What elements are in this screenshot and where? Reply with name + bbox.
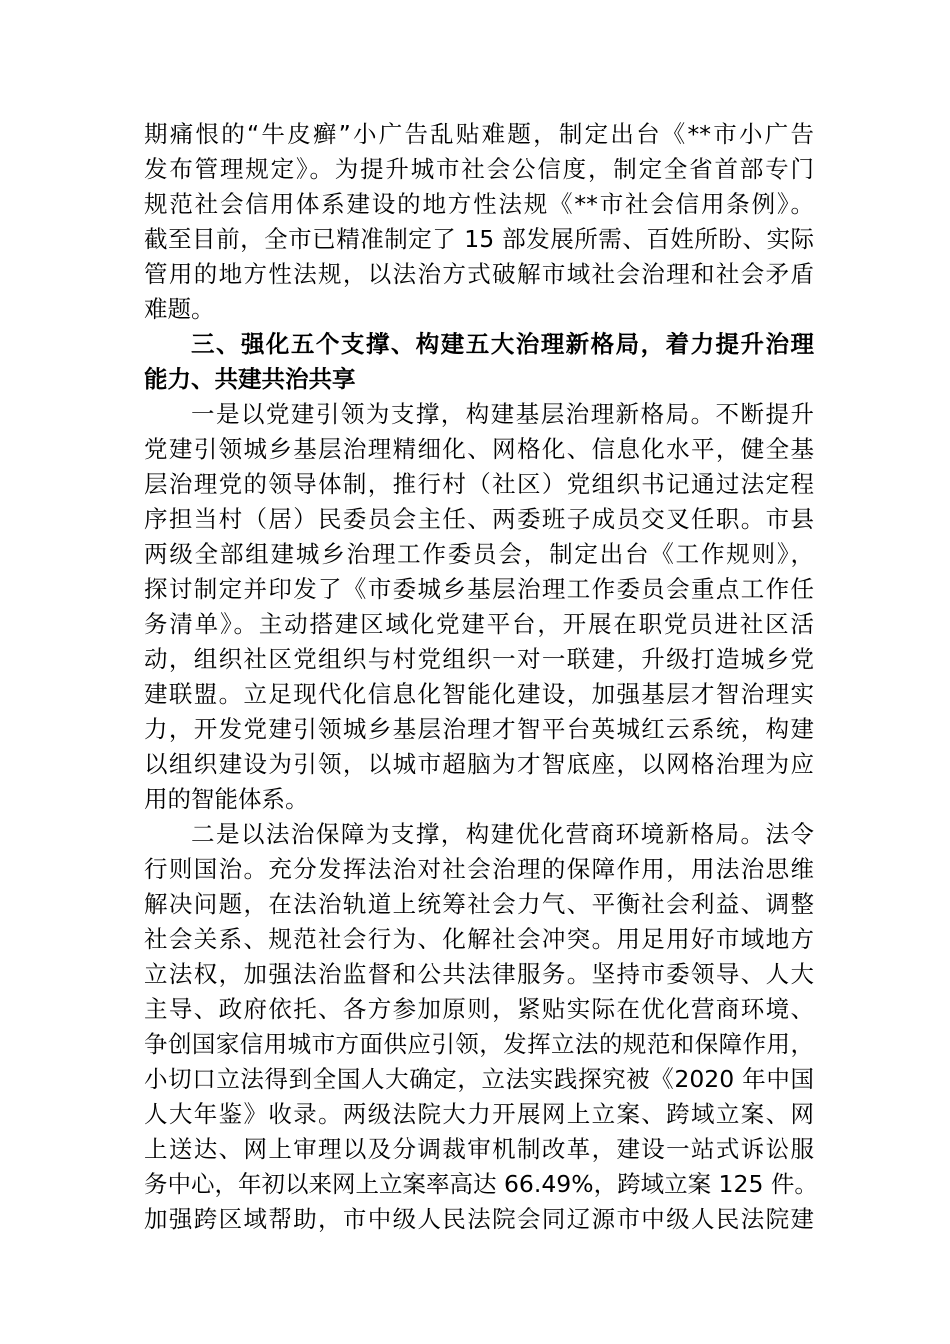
- text-line: 务中心，年初以来网上立案率高达 66.49%，跨域立案 125 件。: [144, 1170, 818, 1198]
- section-heading: [144, 327, 814, 397]
- heading-line: 三、强化五个支撑、构建五大治理新格局，着力提升治理: [191, 330, 814, 358]
- text-line: 一是以党建引领为支撑，构建基层治理新格局。不断提升: [191, 400, 814, 428]
- text-line: 动，组织社区党组织与村党组织一对一联建，升级打造城乡党: [144, 645, 814, 673]
- text-line: 立法权，加强法治监督和公共法律服务。坚持市委领导、人大: [144, 960, 814, 988]
- document-body: [144, 117, 818, 1237]
- text-line: 建联盟。立足现代化信息化智能化建设，加强基层才智治理实: [144, 680, 814, 708]
- text-line: 务清单》。主动搭建区域化党建平台，开展在职党员进社区活: [144, 610, 814, 638]
- text-line: 主导、政府依托、各方参加原则，紧贴实际在优化营商环境、: [144, 995, 814, 1023]
- text-line: 期痛恨的“牛皮癣”小广告乱贴难题，制定出台《**市小广告: [144, 120, 814, 148]
- heading-line: 能力、共建共治共享: [144, 365, 356, 393]
- text-line: 难题。: [144, 295, 215, 323]
- text-line: 以组织建设为引领，以城市超脑为才智底座，以网格治理为应: [144, 750, 814, 778]
- text-line: 探讨制定并印发了《市委城乡基层治理工作委员会重点工作任: [144, 575, 814, 603]
- text-line: 争创国家信用城市方面供应引领，发挥立法的规范和保障作用，: [144, 1030, 814, 1058]
- text-line: 截至目前，全市已精准制定了 15 部发展所需、百姓所盼、实际: [144, 225, 814, 253]
- text-line: 党建引领城乡基层治理精细化、网格化、信息化水平，健全基: [144, 435, 814, 463]
- text-line: 管用的地方性法规，以法治方式破解市域社会治理和社会矛盾: [144, 260, 814, 288]
- paragraph-party-building: [144, 397, 814, 817]
- text-line: 规范社会信用体系建设的地方性法规《**市社会信用条例》。: [144, 190, 814, 218]
- text-line: 解决问题，在法治轨道上统筹社会力气、平衡社会利益、调整: [144, 890, 814, 918]
- text-line: 社会关系、规范社会行为、化解社会冲突。用足用好市域地方: [144, 925, 814, 953]
- text-line: 力，开发党建引领城乡基层治理才智平台英城红云系统，构建: [144, 715, 814, 743]
- text-line: 层治理党的领导体制，推行村（社区）党组织书记通过法定程: [144, 470, 814, 498]
- text-line: 小切口立法得到全国人大确定，立法实践探究被《2020 年中国: [144, 1065, 814, 1093]
- text-line: 发布管理规定》。为提升城市社会公信度，制定全省首部专门: [144, 155, 814, 183]
- text-line: 序担当村（居）民委员会主任、两委班子成员交叉任职。市县: [144, 505, 814, 533]
- text-line: 两级全部组建城乡治理工作委员会，制定出台《工作规则》，: [144, 540, 814, 568]
- text-line: 上送达、网上审理以及分调裁审机制改革，建设一站式诉讼服: [144, 1135, 814, 1163]
- paragraph-rule-of-law: [144, 817, 818, 1237]
- text-line: 二是以法治保障为支撑，构建优化营商环境新格局。法令: [191, 820, 814, 848]
- text-line: 用的智能体系。: [144, 785, 309, 813]
- text-line: 人大年鉴》收录。两级法院大力开展网上立案、跨域立案、网: [144, 1100, 814, 1128]
- text-line: 加强跨区域帮助，市中级人民法院会同辽源市中级人民法院建: [144, 1205, 814, 1233]
- paragraph-continued: [144, 117, 814, 327]
- text-line: 行则国治。充分发挥法治对社会治理的保障作用，用法治思维: [144, 855, 814, 883]
